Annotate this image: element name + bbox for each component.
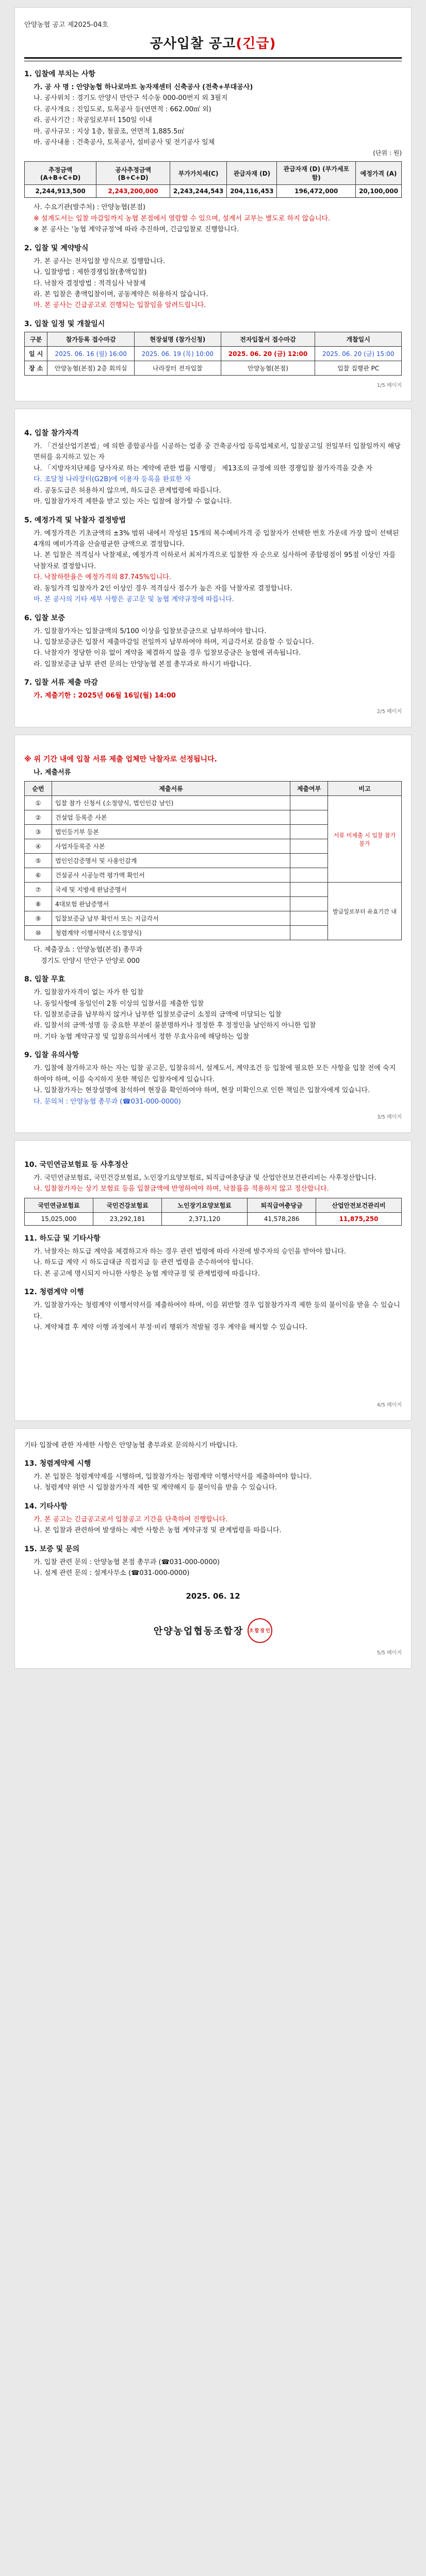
table-row: ① 입찰 참가 신청서 (소정양식, 법인인감 날인) 서류 미제출 시 입찰 참가 불가: [25, 796, 402, 810]
schedule-table: 구분 참가등록 접수마감 현장설명 (참가신청) 전자입찰서 접수마감 개찰일시 일 시 2025. 06. 16 (월) 16:00 2025. 06. 19 (목) 10:00 2025. 06. 20 (금) 12:00 2025. 06. 20 (금) 15:00 장 소 안양농협(본점) 2층 회의실 나라장터 전자입찰 안양농협(본점) 입찰 집행관 PC: [24, 332, 402, 376]
table-row: ⑨ 입찰보증금 납부 확인서 또는 지급각서: [25, 911, 402, 926]
section-5-item: 가. 예정가격은 기초금액의 ±3% 범위 내에서 작성된 15개의 복수예비가격 중 입찰자가 선택한 번호 가운데 가장 많이 선택된 4개의 예비가격을 산술평균한 금액으로 결정합니다.: [34, 529, 399, 548]
section-3-heading: 3. 입찰 일정 및 개찰일시: [24, 319, 105, 328]
section-12-item: 다. 본 공고에 명시되지 아니한 사항은 농협 계약규정 및 관계법령에 따릅니다.: [34, 1269, 260, 1278]
section-16-item: 나. 설계 관련 문의 : 설계사무소 (☎031-000-0000): [34, 1569, 190, 1578]
section-2-item: 라. 본 입찰은 총액입찰이며, 공동계약은 허용하지 않습니다.: [34, 291, 208, 299]
section-1-item: 라. 공사기간 : 착공일로부터 150일 이내: [34, 116, 152, 125]
section-10-item: 다. 문의처 : 안양농협 총무과 (☎031-000-0000): [34, 1097, 181, 1106]
section-9-item: 다. 입찰보증금을 납부하지 않거나 납부한 입찰보증금이 소정의 금액에 미달되는 입찰: [34, 1010, 282, 1019]
table-row: ⑧ 4대보험 완납증명서: [25, 897, 402, 911]
section-2-item: 다. 낙찰자 결정방법 : 적격심사 낙찰제: [34, 279, 146, 287]
section-5-heading: 5. 예정가격 및 낙찰자 결정방법: [24, 516, 126, 524]
section-1-item: 바. 공사내용 : 건축공사, 토목공사, 설비공사 및 전기공사 일체: [34, 139, 215, 147]
section-2-heading: 2. 입찰 및 계약방식: [24, 244, 89, 252]
page-title: 공사입찰 공고(긴급): [150, 36, 276, 52]
page-footer: 3/5 페이지: [376, 1114, 402, 1121]
section-15-item: 가. 본 공고는 긴급공고로서 입찰공고 기간을 단축하여 진행합니다.: [34, 1515, 228, 1523]
section-12-heading: 11. 하도급 및 기타사항: [24, 1234, 101, 1243]
table-row: ④ 사업자등록증 사본: [25, 839, 402, 854]
section-2-item: 가. 본 공사는 전자입찰 방식으로 집행합니다.: [34, 257, 165, 265]
section-1-item: 나. 공사위치 : 경기도 안양시 만안구 석수동 000-00번지 외 3필지: [34, 94, 228, 103]
urgent-badge: (긴급): [236, 36, 276, 52]
section-9-heading: 8. 입찰 무효: [24, 975, 65, 984]
page-footer: 5/5 페이지: [376, 1650, 402, 1656]
table-row: ② 건설업 등록증 사본: [25, 810, 402, 825]
section-11-heading: 10. 국민연금보험료 등 사후정산: [24, 1161, 128, 1170]
official-seal-icon: 조합장인: [248, 1618, 272, 1643]
rule-note: ※ 본 공사는 '농협 계약규정'에 따라 추진하며, 긴급입찰로 진행합니다.: [34, 226, 239, 234]
page-5: [14, 1428, 412, 1669]
org-label: 안양농협 공고 제2025-04호: [24, 21, 109, 29]
page-2: [14, 409, 412, 727]
page-4: [14, 1140, 412, 1421]
price-unit: (단위 : 원): [373, 149, 402, 157]
insurance-table: 국민연금보험료 국민건강보험료 노인장기요양보험료 퇴직급여충당금 산업안전보건관리비 15,025,000 23,292,181 2,371,120 41,578,286 11,875,250: [24, 1198, 402, 1226]
section-16-heading: 15. 보증 및 문의: [24, 1545, 80, 1553]
section-14-item: 나. 청렴계약 위반 시 입찰참가자격 제한 및 계약해지 등 불이익을 받을 수 있습니다.: [34, 1484, 277, 1492]
page-footer: 1/5 페이지: [376, 382, 402, 388]
section-2-item: 마. 본 공사는 긴급공고로 진행되는 입찰임을 알려드립니다.: [34, 301, 206, 310]
section-4-item: 가. 「건설산업기본법」에 의한 종합공사를 시공하는 업종 중 건축공사업 등록업체로서, 입찰공고일 전일부터 입찰일까지 해당 면허를 유지하고 있는 자: [34, 442, 401, 462]
section-4-item: 라. 공동도급은 허용하지 않으며, 하도급은 관계법령에 따릅니다.: [34, 486, 221, 495]
table-row: ⑥ 건설공사 시공능력 평가액 확인서: [25, 868, 402, 883]
notice-header: [24, 19, 402, 29]
section-4-item: 나. 「지방자치단체를 당사자로 하는 계약에 관한 법률 시행령」 제13조의 규정에 의한 경쟁입찰 참가자격을 갖춘 자: [34, 464, 373, 472]
issue-date: 2025. 06. 12: [186, 1591, 240, 1601]
closing-intro: 기타 입찰에 관한 자세한 사항은 안양농협 총무과로 문의하시기 바랍니다.: [24, 1441, 238, 1449]
section-12-item: 가. 낙찰자는 하도급 계약을 체결하고자 하는 경우 관련 법령에 따라 사전에 발주자의 승인을 받아야 합니다.: [34, 1247, 347, 1256]
section-12-item: 나. 하도급 계약 시 하도급대금 직접지급 등 관련 법령을 준수하여야 합니다.: [34, 1259, 254, 1267]
page-footer: 4/5 페이지: [376, 1402, 402, 1408]
section-6-item: 가. 입찰참가자는 입찰금액의 5/100 이상을 입찰보증금으로 납부하여야 합니다.: [34, 627, 267, 635]
submit-address: 경기도 안양시 만안구 안양로 000: [41, 957, 140, 965]
signature-block: [24, 1618, 402, 1643]
docs-subheading: 나. 제출서류: [34, 768, 71, 776]
section-4-item: 마. 입찰참가자격 제한을 받고 있는 자는 입찰에 참가할 수 없습니다.: [34, 498, 232, 506]
submit-place: 다. 제출장소 : 안양농협(본점) 총무과: [34, 946, 142, 954]
price-table: 추정금액 (A+B+C+D) 공사추정금액 (B+C+D) 부가가치세(C) 관급자재 (D) 관급자재 (D) (부가세포함) 예정가격 (A) 2,244,913,500 2,243,200,000 2,243,244,543 204,116,453 196,472,000 20,100,000: [24, 161, 402, 198]
deadline-line: 가. 제출기한 : 2025년 06월 16일(월) 14:00: [34, 692, 176, 700]
section-6-heading: 6. 입찰 보증: [24, 614, 65, 622]
section-10-item: 나. 입찰참가자는 현장설명에 참석하여 현장을 확인하여야 하며, 현장 미확인으로 인한 책임은 입찰자에게 있습니다.: [34, 1087, 370, 1095]
section-9-item: 마. 기타 농협 계약규정 및 입찰유의서에서 정한 무효사유에 해당하는 입찰: [34, 1032, 250, 1041]
section-11-item: 나. 입찰참가자는 상기 보험료 등을 입찰금액에 반영하여야 하며, 낙찰률을 적용하지 않고 정산합니다.: [34, 1185, 329, 1193]
page-1: [14, 7, 412, 401]
section-10-item: 가. 입찰에 참가하고자 하는 자는 입찰 공고문, 입찰유의서, 설계도서, 계약조건 등 입찰에 필요한 모든 사항을 입찰 전에 숙지하여야 하며, 이를 숙지하지 못한 책임은 입찰자에게 있습니다.: [34, 1064, 396, 1083]
table-row: ⑤ 법인인감증명서 및 사용인감계: [25, 854, 402, 868]
section-13-heading: 12. 청렴계약 이행: [24, 1288, 84, 1297]
table-row: ③ 법인등기부 등본: [25, 825, 402, 839]
table-row: ⑩ 청렴계약 이행서약서 (소정양식): [25, 926, 402, 940]
section-16-item: 가. 입찰 관련 문의 : 안양농협 본점 총무과 (☎031-000-0000): [34, 1558, 220, 1566]
section-13-item: 가. 입찰참가자는 청렴계약 이행서약서를 제출하여야 하며, 이를 위반할 경우 입찰참가자격 제한 등의 불이익을 받을 수 있습니다.: [34, 1301, 400, 1320]
page-footer: 2/5 페이지: [376, 708, 402, 715]
section-7-heading: 7. 입찰 서류 제출 마감: [24, 679, 98, 687]
section-15-item: 나. 본 입찰과 관련하여 발생하는 제반 사항은 농협 계약규정 및 관계법령을 따릅니다.: [34, 1527, 282, 1535]
section-5-item: 나. 본 입찰은 적격심사 낙찰제로, 예정가격 이하로서 최저가격으로 입찰한 자 순으로 심사하여 종합평점이 95점 이상인 자를 낙찰자로 결정합니다.: [34, 551, 396, 570]
section-1-item: 마. 공사규모 : 지상 1층, 철골조, 연면적 1,885.5㎡: [34, 127, 185, 135]
section-5-item: 라. 동일가격 입찰자가 2인 이상인 경우 적격심사 점수가 높은 자를 낙찰자로 결정합니다.: [34, 584, 292, 592]
section-11-item: 가. 국민연금보험료, 국민건강보험료, 노인장기요양보험료, 퇴직급여충당금 및 산업안전보건관리비는 사후정산합니다.: [34, 1174, 376, 1182]
section-6-item: 라. 입찰보증금 납부 관련 문의는 안양농협 본점 총무과로 하시기 바랍니다.: [34, 660, 252, 668]
section-5-item: 다. 낙찰하한율은 예정가격의 87.745%입니다.: [34, 573, 171, 582]
section-15-heading: 14. 기타사항: [24, 1502, 68, 1511]
section-10-heading: 9. 입찰 유의사항: [24, 1051, 79, 1060]
section-2-item: 나. 입찰방법 : 제한경쟁입찰(총액입찰): [34, 268, 147, 277]
section-8-heading: ※ 위 기간 내에 입찰 서류 제출 업체만 낙찰자로 선정됩니다.: [24, 755, 217, 764]
section-14-heading: 13. 청렴계약제 시행: [24, 1459, 91, 1468]
section-1-item: 가. 공 사 명 : 안양농협 하나로마트 농자재센터 신축공사 (전축+부대공사): [34, 83, 253, 91]
section-6-item: 나. 입찰보증금은 입찰서 제출마감일 전일까지 납부하여야 하며, 지급각서로 갈음할 수 있습니다.: [34, 638, 314, 647]
docs-table: 순번 제출서류 제출여부 비고 ① 입찰 참가 신청서 (소정양식, 법인인감 날인) 서류 미제출 시 입찰 참가 불가 ② 건설업 등록증 사본 ③ 법인등기부 등본 ④ 사업자등록증 사본 ⑤ 법인인감증명서 및 사용인감계 ⑥ 건설공사 시공능력 평가액 확인서 ⑦ 국세 및 지방세 완납증명서 발급일로부터 유효기간 내 ⑧ 4대보험 완납증명서 ⑨ 입찰보증금 납부 확인서 또는 지급각서 ⑩ 청렴계약 이행서약서 (소정양식): [24, 781, 402, 940]
table-row: ⑦ 국세 및 지방세 완납증명서 발급일로부터 유효기간 내: [25, 883, 402, 897]
section-13-item: 나. 계약체결 후 계약 이행 과정에서 부정·비리 행위가 적발될 경우 계약을 해지할 수 있습니다.: [34, 1324, 307, 1332]
signer-name: 안양농업협동조합장: [153, 1625, 244, 1637]
design-note: ※ 설계도서는 입찰 마감일까지 농협 본점에서 열람할 수 있으며, 설계서 교부는 별도로 하지 않습니다.: [34, 214, 331, 223]
section-9-item: 라. 입찰서의 금액·성명 등 중요한 부분이 불분명하거나 정정한 후 정정인을 날인하지 아니한 입찰: [34, 1022, 316, 1030]
section-4-item: 다. 조달청 나라장터(G2B)에 이용자 등록을 완료한 자: [34, 476, 191, 484]
page-3: [14, 735, 412, 1133]
client-note: 사. 수요기관(발주처) : 안양농협(본점): [34, 204, 146, 212]
section-4-heading: 4. 입찰 참가자격: [24, 429, 79, 437]
section-9-item: 나. 동일사항에 동일인이 2통 이상의 입찰서를 제출한 입찰: [34, 999, 204, 1008]
section-5-item: 마. 본 공사의 기타 세부 사항은 공고문 및 농협 계약규정에 따릅니다.: [34, 596, 234, 604]
section-1-heading: 1. 입찰에 부치는 사항: [24, 70, 95, 78]
section-14-item: 가. 본 입찰은 청렴계약제를 시행하며, 입찰참가자는 청렴계약 이행서약서를 제출하여야 합니다.: [34, 1472, 312, 1481]
section-9-item: 가. 입찰참가자격이 없는 자가 한 입찰: [34, 989, 144, 997]
section-1-item: 다. 공사개요 : 진입도로, 토목공사 등(연면적 : 662.00㎡ 외): [34, 105, 211, 113]
section-6-item: 다. 낙찰자가 정당한 이유 없이 계약을 체결하지 않을 경우 입찰보증금은 농협에 귀속됩니다.: [34, 649, 301, 657]
